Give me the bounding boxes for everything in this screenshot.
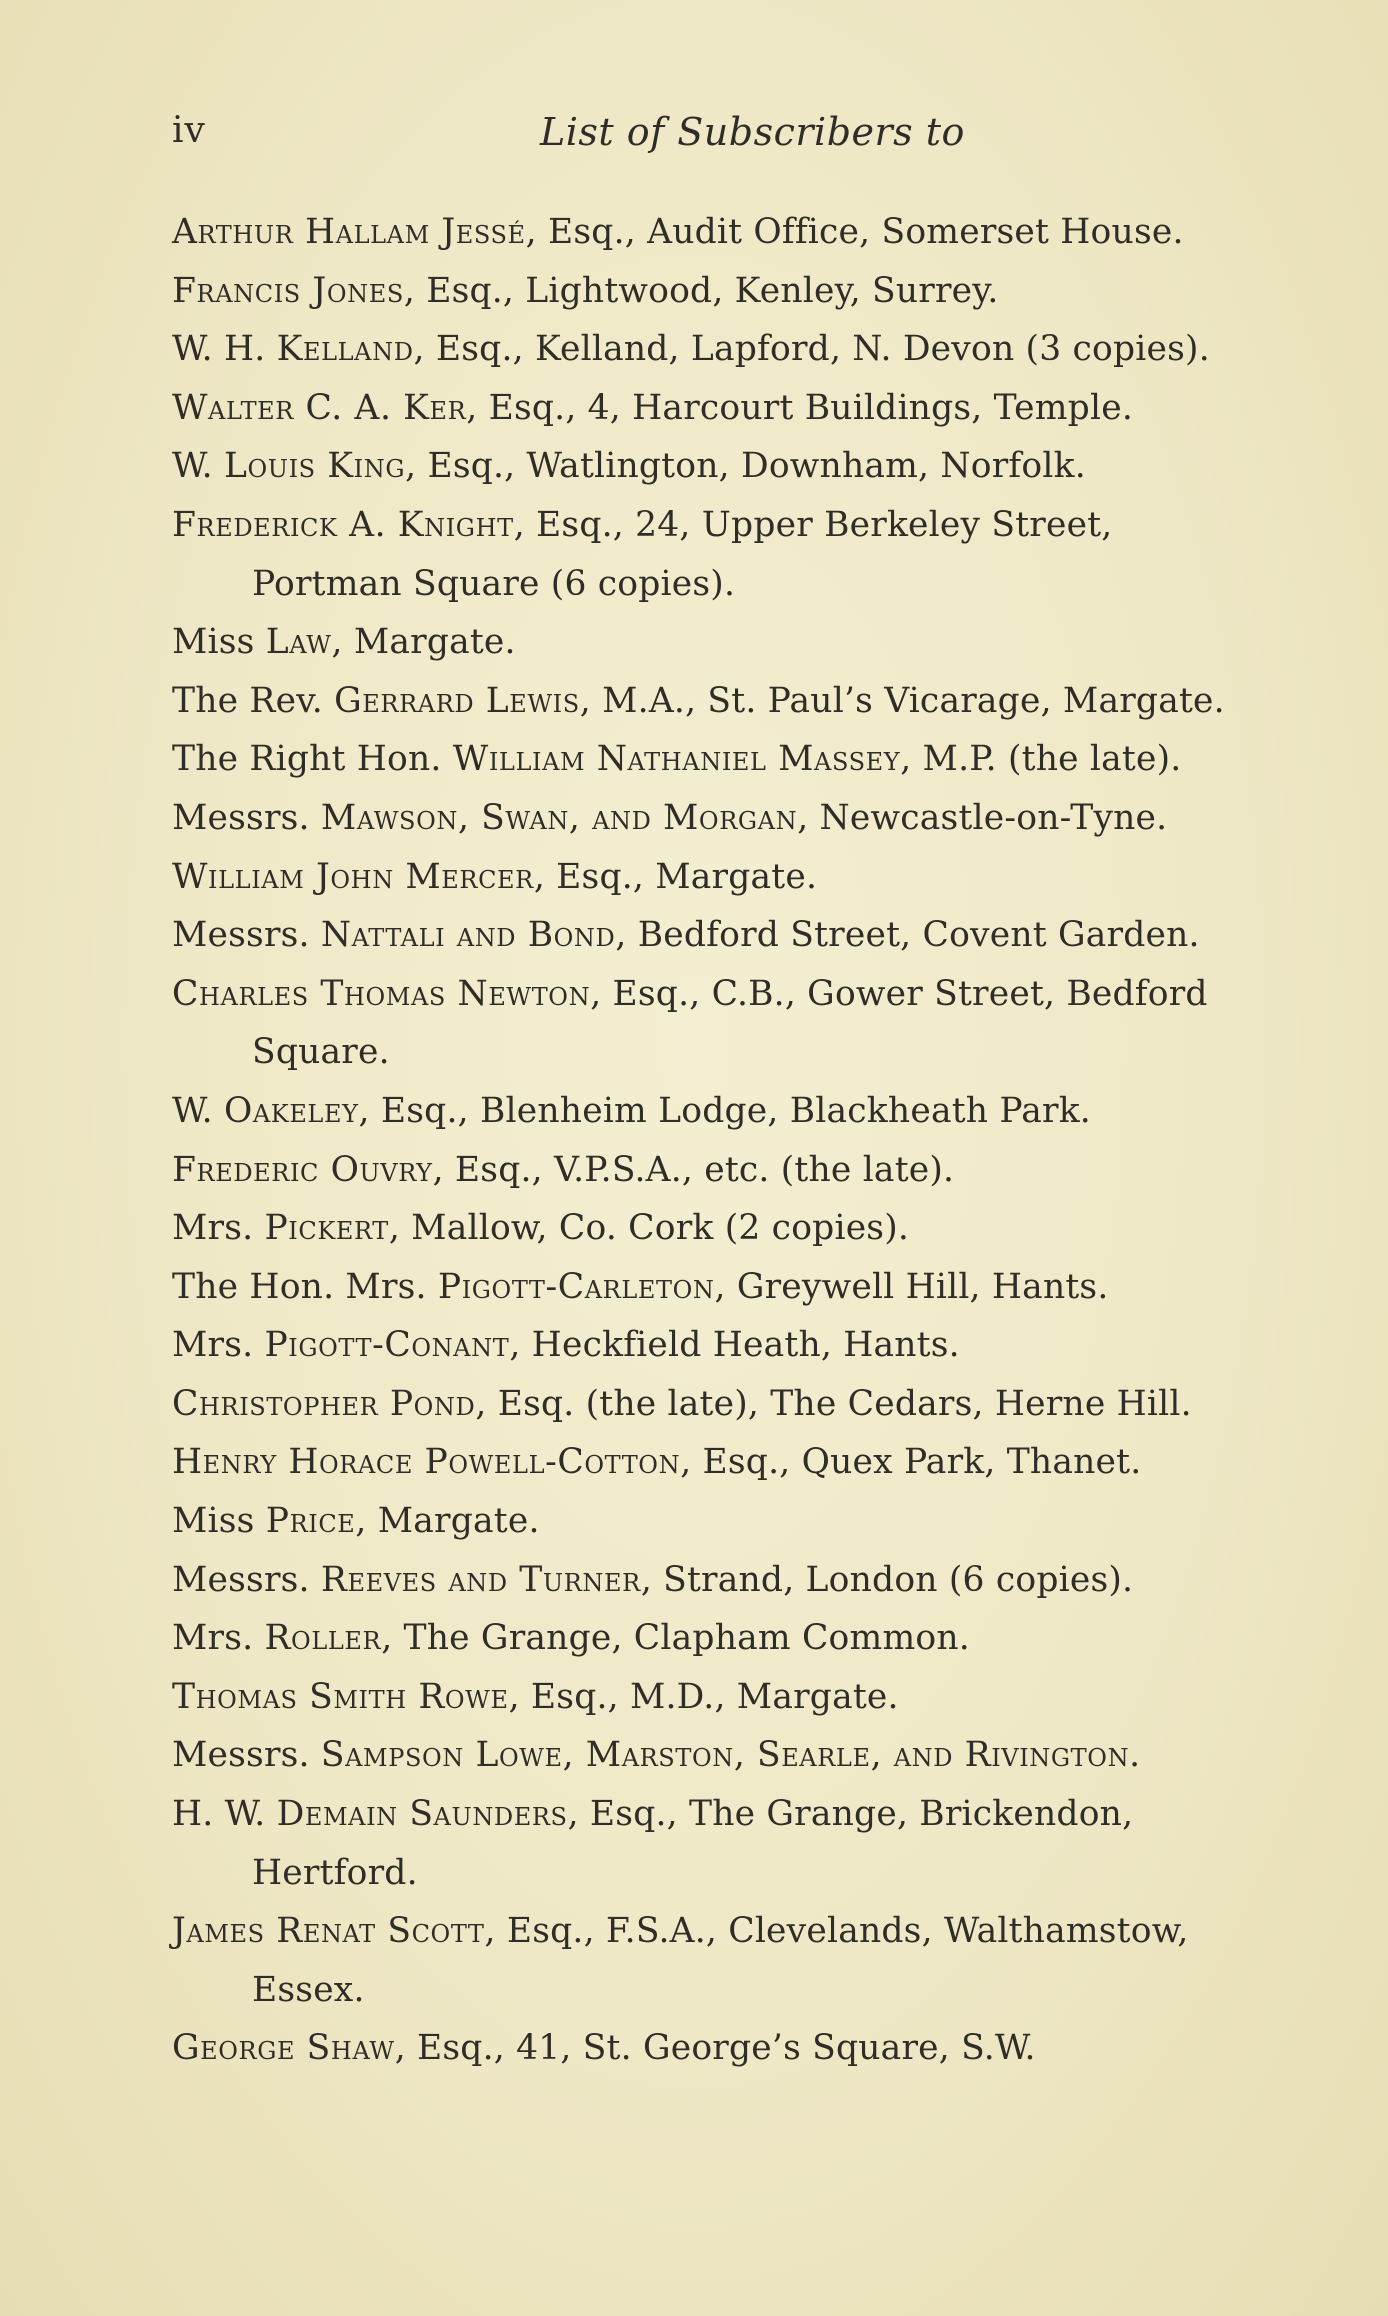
subscriber-name: Price (265, 1501, 356, 1542)
subscriber-entry (172, 1433, 1302, 1492)
subscriber-entry (172, 2019, 1302, 2078)
subscriber-name: Louis King (223, 446, 406, 487)
subscriber-prefix: Miss (172, 622, 266, 663)
subscriber-name: Pickert (264, 1208, 389, 1249)
subscriber-entry (172, 789, 1302, 848)
subscriber-entry (172, 613, 1302, 672)
subscriber-entry (172, 730, 1302, 789)
subscriber-entry-continuation: Square. (252, 1032, 390, 1073)
subscriber-details: , Margate. (355, 1501, 540, 1542)
subscriber-name: Henry Horace Powell-Cotton (172, 1442, 681, 1483)
subscriber-prefix: W. (172, 446, 224, 487)
subscriber-name: Charles Thomas Newton (172, 973, 591, 1014)
subscriber-name: Frederick A. Knight (172, 504, 514, 545)
subscriber-entry (172, 1785, 1302, 1844)
subscriber-prefix: Messrs. (172, 1735, 321, 1776)
subscriber-entry (172, 320, 1302, 379)
subscriber-name: William Nathaniel Massey (452, 739, 901, 780)
subscriber-name: Roller (264, 1618, 382, 1659)
subscriber-entry (172, 1375, 1302, 1434)
subscriber-details: , Esq., The Grange, Brickendon, (567, 1794, 1134, 1835)
subscriber-name: James Renat Scott (172, 1911, 485, 1952)
subscriber-entry (172, 203, 1302, 262)
subscriber-details: , Esq., Blenheim Lodge, Blackheath Park. (358, 1090, 1091, 1131)
subscriber-name: Reeves and Turner (320, 1559, 641, 1600)
subscriber-prefix: Messrs. (172, 1559, 321, 1600)
subscriber-entry (172, 1316, 1302, 1375)
subscriber-entry (172, 1492, 1302, 1551)
subscriber-details: , Bedford Street, Covent Garden. (615, 915, 1200, 956)
subscriber-details: , The Grange, Clapham Common. (381, 1618, 970, 1659)
subscriber-name: William John Mercer (172, 856, 534, 897)
subscriber-entry (172, 1258, 1302, 1317)
subscriber-entry (172, 262, 1302, 321)
subscriber-entry (172, 1082, 1302, 1141)
subscriber-entry (172, 1551, 1302, 1610)
subscriber-details: , Esq., Margate. (533, 856, 818, 897)
subscriber-entry (172, 906, 1302, 965)
subscriber-prefix: Mrs. (172, 1208, 265, 1249)
subscriber-entry (172, 1668, 1302, 1727)
subscriber-details: . (1129, 1735, 1141, 1776)
subscriber-entry (172, 1609, 1302, 1668)
subscriber-prefix: H. W. (172, 1794, 277, 1835)
subscriber-details: , Esq., Kelland, Lapford, N. Devon (3 copies). (413, 329, 1210, 370)
subscriber-entry (172, 496, 1302, 555)
subscriber-name: Law (265, 622, 332, 663)
subscriber-name: Walter C. A. Ker (172, 387, 467, 428)
page-header (0, 110, 1388, 170)
subscriber-name: Kelland (276, 329, 414, 370)
subscriber-name: Gerrard Lewis (334, 680, 580, 721)
subscriber-details: , Esq., F.S.A., Clevelands, Walthamstow, (484, 1911, 1189, 1952)
subscriber-details: , Newcastle-on-Tyne. (797, 797, 1168, 838)
subscriber-entry (172, 848, 1302, 907)
subscriber-list (172, 203, 1302, 2078)
subscriber-entry-continuation: Portman Square (6 copies). (252, 563, 736, 604)
subscriber-details: , Esq., C.B., Gower Street, Bedford (590, 973, 1208, 1014)
subscriber-entry (172, 437, 1302, 496)
subscriber-prefix: Mrs. (172, 1618, 265, 1659)
subscriber-details: , Esq., V.P.S.A., etc. (the late). (432, 1149, 955, 1190)
subscriber-details: , Esq. (the late), The Cedars, Herne Hill. (475, 1383, 1192, 1424)
subscriber-details: , Esq., Watlington, Downham, Norfolk. (405, 446, 1086, 487)
subscriber-name: Oakeley (223, 1090, 359, 1131)
subscriber-details: , Esq., 41, St. George’s Square, S.W. (394, 2028, 1036, 2069)
subscriber-details: , M.A., St. Paul’s Vicarage, Margate. (579, 680, 1225, 721)
subscriber-entry (172, 672, 1302, 731)
subscriber-entry (172, 379, 1302, 438)
subscriber-prefix: The Hon. Mrs. (172, 1266, 438, 1307)
subscriber-name: Francis Jones (172, 270, 404, 311)
subscriber-name: Sampson Lowe, Marston, Searle, and Rivington (320, 1735, 1130, 1776)
subscriber-entry (172, 1726, 1302, 1785)
subscriber-prefix: Mrs. (172, 1325, 265, 1366)
subscriber-details: , Esq., 4, Harcourt Buildings, Temple. (466, 387, 1133, 428)
subscriber-entry-continuation: Essex. (252, 1969, 365, 2010)
subscriber-details: , M.P. (the late). (900, 739, 1182, 780)
subscriber-name: Thomas Smith Rowe (172, 1676, 509, 1717)
subscriber-entry (172, 1902, 1302, 1961)
subscriber-prefix: The Right Hon. (172, 739, 453, 780)
subscriber-prefix: W. H. (172, 329, 277, 370)
subscriber-entry (172, 965, 1302, 1024)
subscriber-prefix: Messrs. (172, 915, 321, 956)
subscriber-entry (172, 1141, 1302, 1200)
running-title: List of Subscribers to (540, 110, 965, 154)
subscriber-details: , Margate. (331, 622, 516, 663)
subscriber-entry-continuation: Hertford. (252, 1852, 418, 1893)
subscriber-details: , Esq., M.D., Margate. (508, 1676, 899, 1717)
subscriber-prefix: Messrs. (172, 797, 321, 838)
subscriber-details: , Esq., 24, Upper Berkeley Street, (513, 504, 1113, 545)
subscriber-name: Pigott-Conant (264, 1325, 510, 1366)
subscriber-details: , Mallow, Co. Cork (2 copies). (388, 1208, 910, 1249)
subscriber-name: Demain Saunders (276, 1794, 568, 1835)
subscriber-prefix: The Rev. (172, 680, 335, 721)
subscriber-details: , Greywell Hill, Hants. (714, 1266, 1109, 1307)
subscriber-details: , Heckfield Heath, Hants. (509, 1325, 960, 1366)
subscriber-details: , Esq., Quex Park, Thanet. (680, 1442, 1142, 1483)
subscriber-entry (172, 1199, 1302, 1258)
subscriber-name: George Shaw (172, 2028, 395, 2069)
subscriber-name: Christopher Pond (172, 1383, 476, 1424)
subscriber-name: Mawson, Swan, and Morgan (320, 797, 798, 838)
subscriber-prefix: Miss (172, 1501, 266, 1542)
subscriber-prefix: W. (172, 1090, 224, 1131)
subscriber-details: , Esq., Audit Office, Somerset House. (525, 212, 1184, 252)
subscriber-details: , Esq., Lightwood, Kenley, Surrey. (403, 270, 999, 311)
subscriber-name: Frederic Ouvry (172, 1149, 433, 1190)
page-number: iv (172, 110, 206, 151)
subscriber-name: Arthur Hallam Jessé (172, 212, 526, 252)
subscriber-name: Pigott-Carleton (437, 1266, 715, 1307)
subscriber-name: Nattali and Bond (320, 915, 616, 956)
subscriber-details: , Strand, London (6 copies). (640, 1559, 1134, 1600)
